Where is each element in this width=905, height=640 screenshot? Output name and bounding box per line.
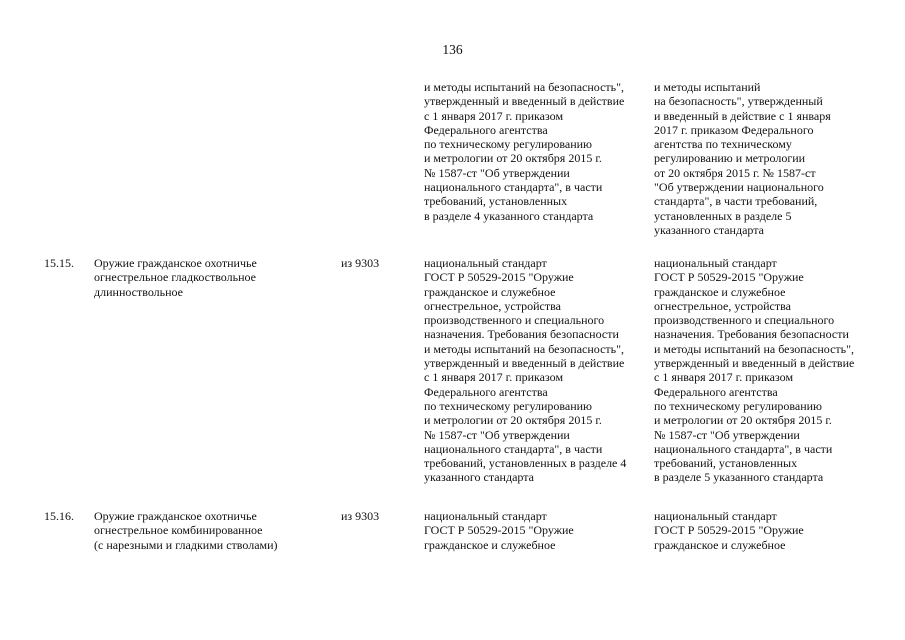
text-line: № 1587-ст "Об утверждении: [424, 165, 570, 180]
text-line: Федерального агентства: [424, 122, 548, 137]
text-line: № 1587-ст "Об утверждении: [654, 427, 800, 442]
text-line: указанного стандарта: [424, 470, 534, 485]
text-line: производственного и специального: [654, 313, 835, 328]
row-number: 15.16.: [44, 509, 74, 523]
text-line: и методы испытаний на безопасность",: [424, 80, 625, 94]
text-line: с 1 января 2017 г. приказом: [424, 108, 564, 123]
text-line: Федерального агентства: [424, 384, 548, 399]
text-line: национального стандарта", в части: [654, 441, 833, 456]
page-number: 136: [442, 42, 463, 57]
text-line: назначения. Требования безопасности: [424, 327, 619, 342]
continuation-standard-a: [424, 80, 649, 223]
row-product-name: [94, 509, 314, 552]
text-line: по техническому регулированию: [424, 398, 593, 413]
text-line: ГОСТ Р 50529-2015 "Оружие: [654, 523, 804, 538]
row-standard-b: [654, 509, 879, 552]
text-line: и методы испытаний на безопасность",: [424, 341, 625, 356]
text-line: Оружие гражданское охотничье: [94, 509, 257, 523]
text-line: Федерального агентства: [654, 384, 778, 399]
row-tnved-code: из 9303: [341, 509, 380, 523]
text-line: с 1 января 2017 г. приказом: [654, 370, 794, 385]
text-line: установленных в разделе 5: [654, 208, 792, 223]
text-line: огнестрельное, устройства: [424, 298, 561, 313]
text-line: и введенный в действие с 1 января: [654, 108, 831, 123]
text-line: по техническому регулированию: [654, 398, 823, 413]
text-line: огнестрельное, устройства: [654, 298, 791, 313]
row-standard-b: [654, 256, 879, 485]
text-line: огнестрельное гладкоствольное: [94, 270, 256, 285]
text-line: гражданское и служебное: [424, 537, 556, 552]
text-line: требований, установленных: [654, 456, 798, 471]
text-line: огнестрельное комбинированное: [94, 523, 263, 538]
row-standard-a: [424, 256, 649, 485]
text-line: гражданское и служебное: [654, 284, 786, 299]
continuation-standard-b: [654, 80, 879, 237]
text-line: Оружие гражданское охотничье: [94, 256, 257, 270]
text-line: с 1 января 2017 г. приказом: [424, 370, 564, 385]
text-line: требований, установленных: [424, 194, 568, 209]
text-line: национального стандарта", в части: [424, 180, 603, 195]
text-line: в разделе 4 указанного стандарта: [424, 208, 594, 223]
text-line: национальный стандарт: [424, 509, 547, 523]
text-line: и метрологии от 20 октября 2015 г.: [424, 413, 602, 428]
text-line: (с нарезными и гладкими стволами): [94, 537, 278, 552]
text-line: от 20 октября 2015 г. № 1587-ст: [654, 165, 816, 180]
text-line: в разделе 5 указанного стандарта: [654, 470, 824, 485]
text-line: требований, установленных в разделе 4: [424, 456, 627, 471]
text-line: национальный стандарт: [654, 256, 777, 270]
text-line: указанного стандарта: [654, 222, 764, 237]
text-line: утвержденный и введенный в действие: [654, 356, 855, 371]
text-line: производственного и специального: [424, 313, 605, 328]
text-line: утвержденный и введенный в действие: [424, 356, 625, 371]
text-line: национальный стандарт: [424, 256, 547, 270]
text-line: № 1587-ст "Об утверждении: [424, 427, 570, 442]
text-line: ГОСТ Р 50529-2015 "Оружие: [654, 270, 804, 285]
text-line: "Об утверждении национального: [654, 180, 824, 195]
row-tnved-code: из 9303: [341, 256, 380, 270]
row-standard-a: [424, 509, 649, 552]
text-line: длинноствольное: [94, 284, 184, 299]
text-line: и метрологии от 20 октября 2015 г.: [654, 413, 832, 428]
text-line: назначения. Требования безопасности: [654, 327, 849, 342]
text-line: регулированию и метрологии: [654, 151, 806, 166]
text-line: и методы испытаний на безопасность",: [654, 341, 855, 356]
text-line: гражданское и служебное: [424, 284, 556, 299]
text-line: и метрологии от 20 октября 2015 г.: [424, 151, 602, 166]
text-line: на безопасность", утвержденный: [654, 94, 823, 109]
text-line: ГОСТ Р 50529-2015 "Оружие: [424, 270, 574, 285]
text-line: утвержденный и введенный в действие: [424, 94, 625, 109]
text-line: национального стандарта", в части: [424, 441, 603, 456]
text-line: 2017 г. приказом Федерального: [654, 122, 814, 137]
row-product-name: [94, 256, 314, 299]
text-line: агентства по техническому: [654, 137, 792, 152]
text-line: стандарта", в части требований,: [654, 194, 818, 209]
text-line: по техническому регулированию: [424, 137, 593, 152]
text-line: гражданское и служебное: [654, 537, 786, 552]
text-line: ГОСТ Р 50529-2015 "Оружие: [424, 523, 574, 538]
text-line: и методы испытаний: [654, 80, 761, 94]
row-number: 15.15.: [44, 256, 74, 270]
text-line: национальный стандарт: [654, 509, 777, 523]
